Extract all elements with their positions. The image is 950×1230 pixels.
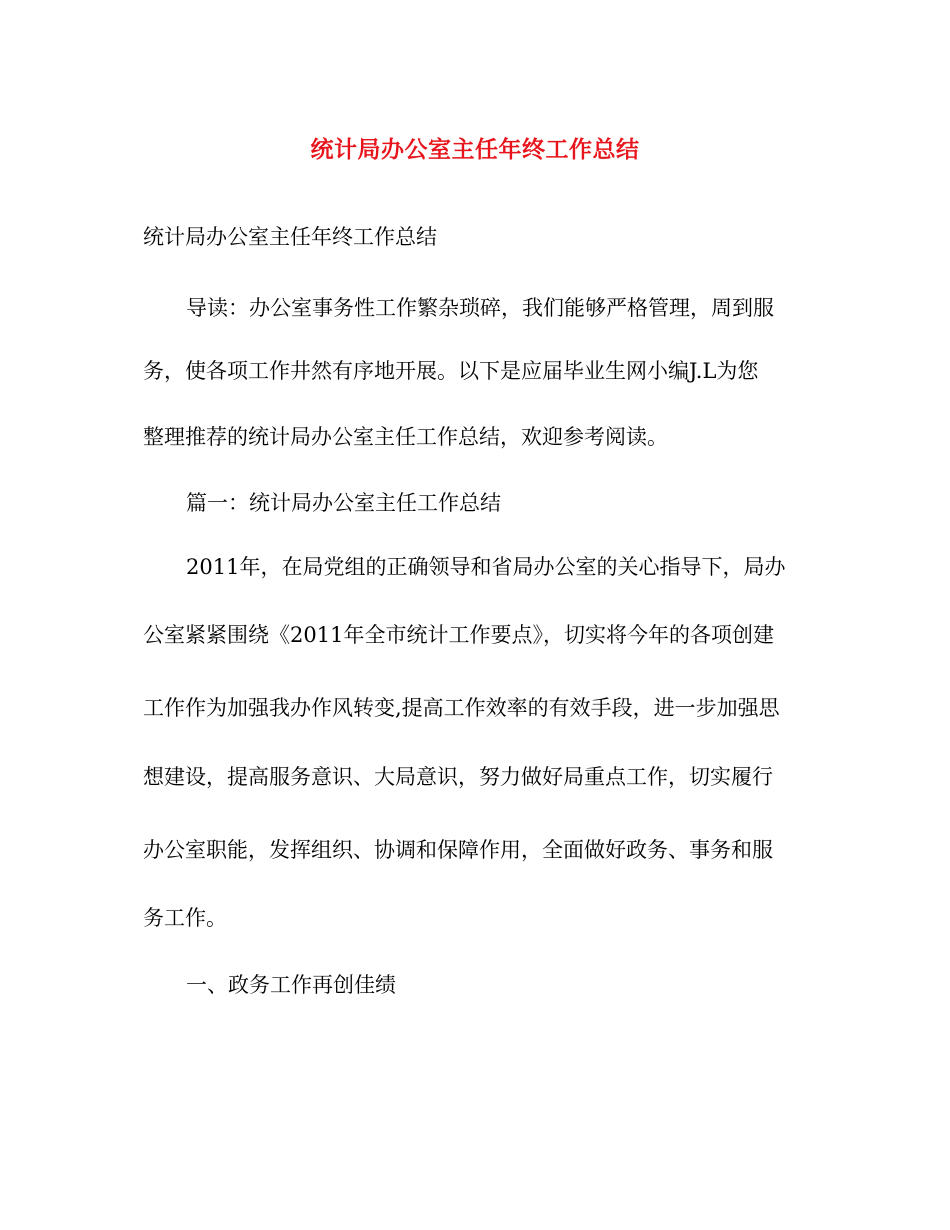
paragraph-line: 公室紧紧围绕《2011年全市统计工作要点》，切实将今年的各项创建 xyxy=(143,623,774,647)
paragraph-line: 2011年，在局党组的正确领导和省局办公室的关心指导下，局办 xyxy=(186,555,786,579)
paragraph-line: 工作作为加强我办作风转变,提高工作效率的有效手段，进一步加强思 xyxy=(143,696,780,720)
subtitle-line: 统计局办公室主任年终工作总结 xyxy=(143,225,437,249)
section-heading: 篇一：统计局办公室主任工作总结 xyxy=(186,491,501,515)
section-heading: 一、政务工作再创佳绩 xyxy=(186,973,396,997)
paragraph-line: 务工作。 xyxy=(143,906,227,930)
paragraph-line: 整理推荐的统计局办公室主任工作总结，欢迎参考阅读。 xyxy=(143,425,668,449)
paragraph-line: 办公室职能，发挥组织、协调和保障作用，全面做好政务、事务和服 xyxy=(143,838,773,862)
paragraph-line: 导读：办公室事务性工作繁杂琐碎，我们能够严格管理，周到服 xyxy=(186,296,774,320)
document-title: 统计局办公室主任年终工作总结 xyxy=(310,136,640,163)
paragraph-line: 务，使各项工作井然有序地开展。以下是应届毕业生网小编J.L为您 xyxy=(143,359,759,383)
paragraph-line: 想建设，提高服务意识、大局意识，努力做好局重点工作，切实履行 xyxy=(143,765,773,789)
